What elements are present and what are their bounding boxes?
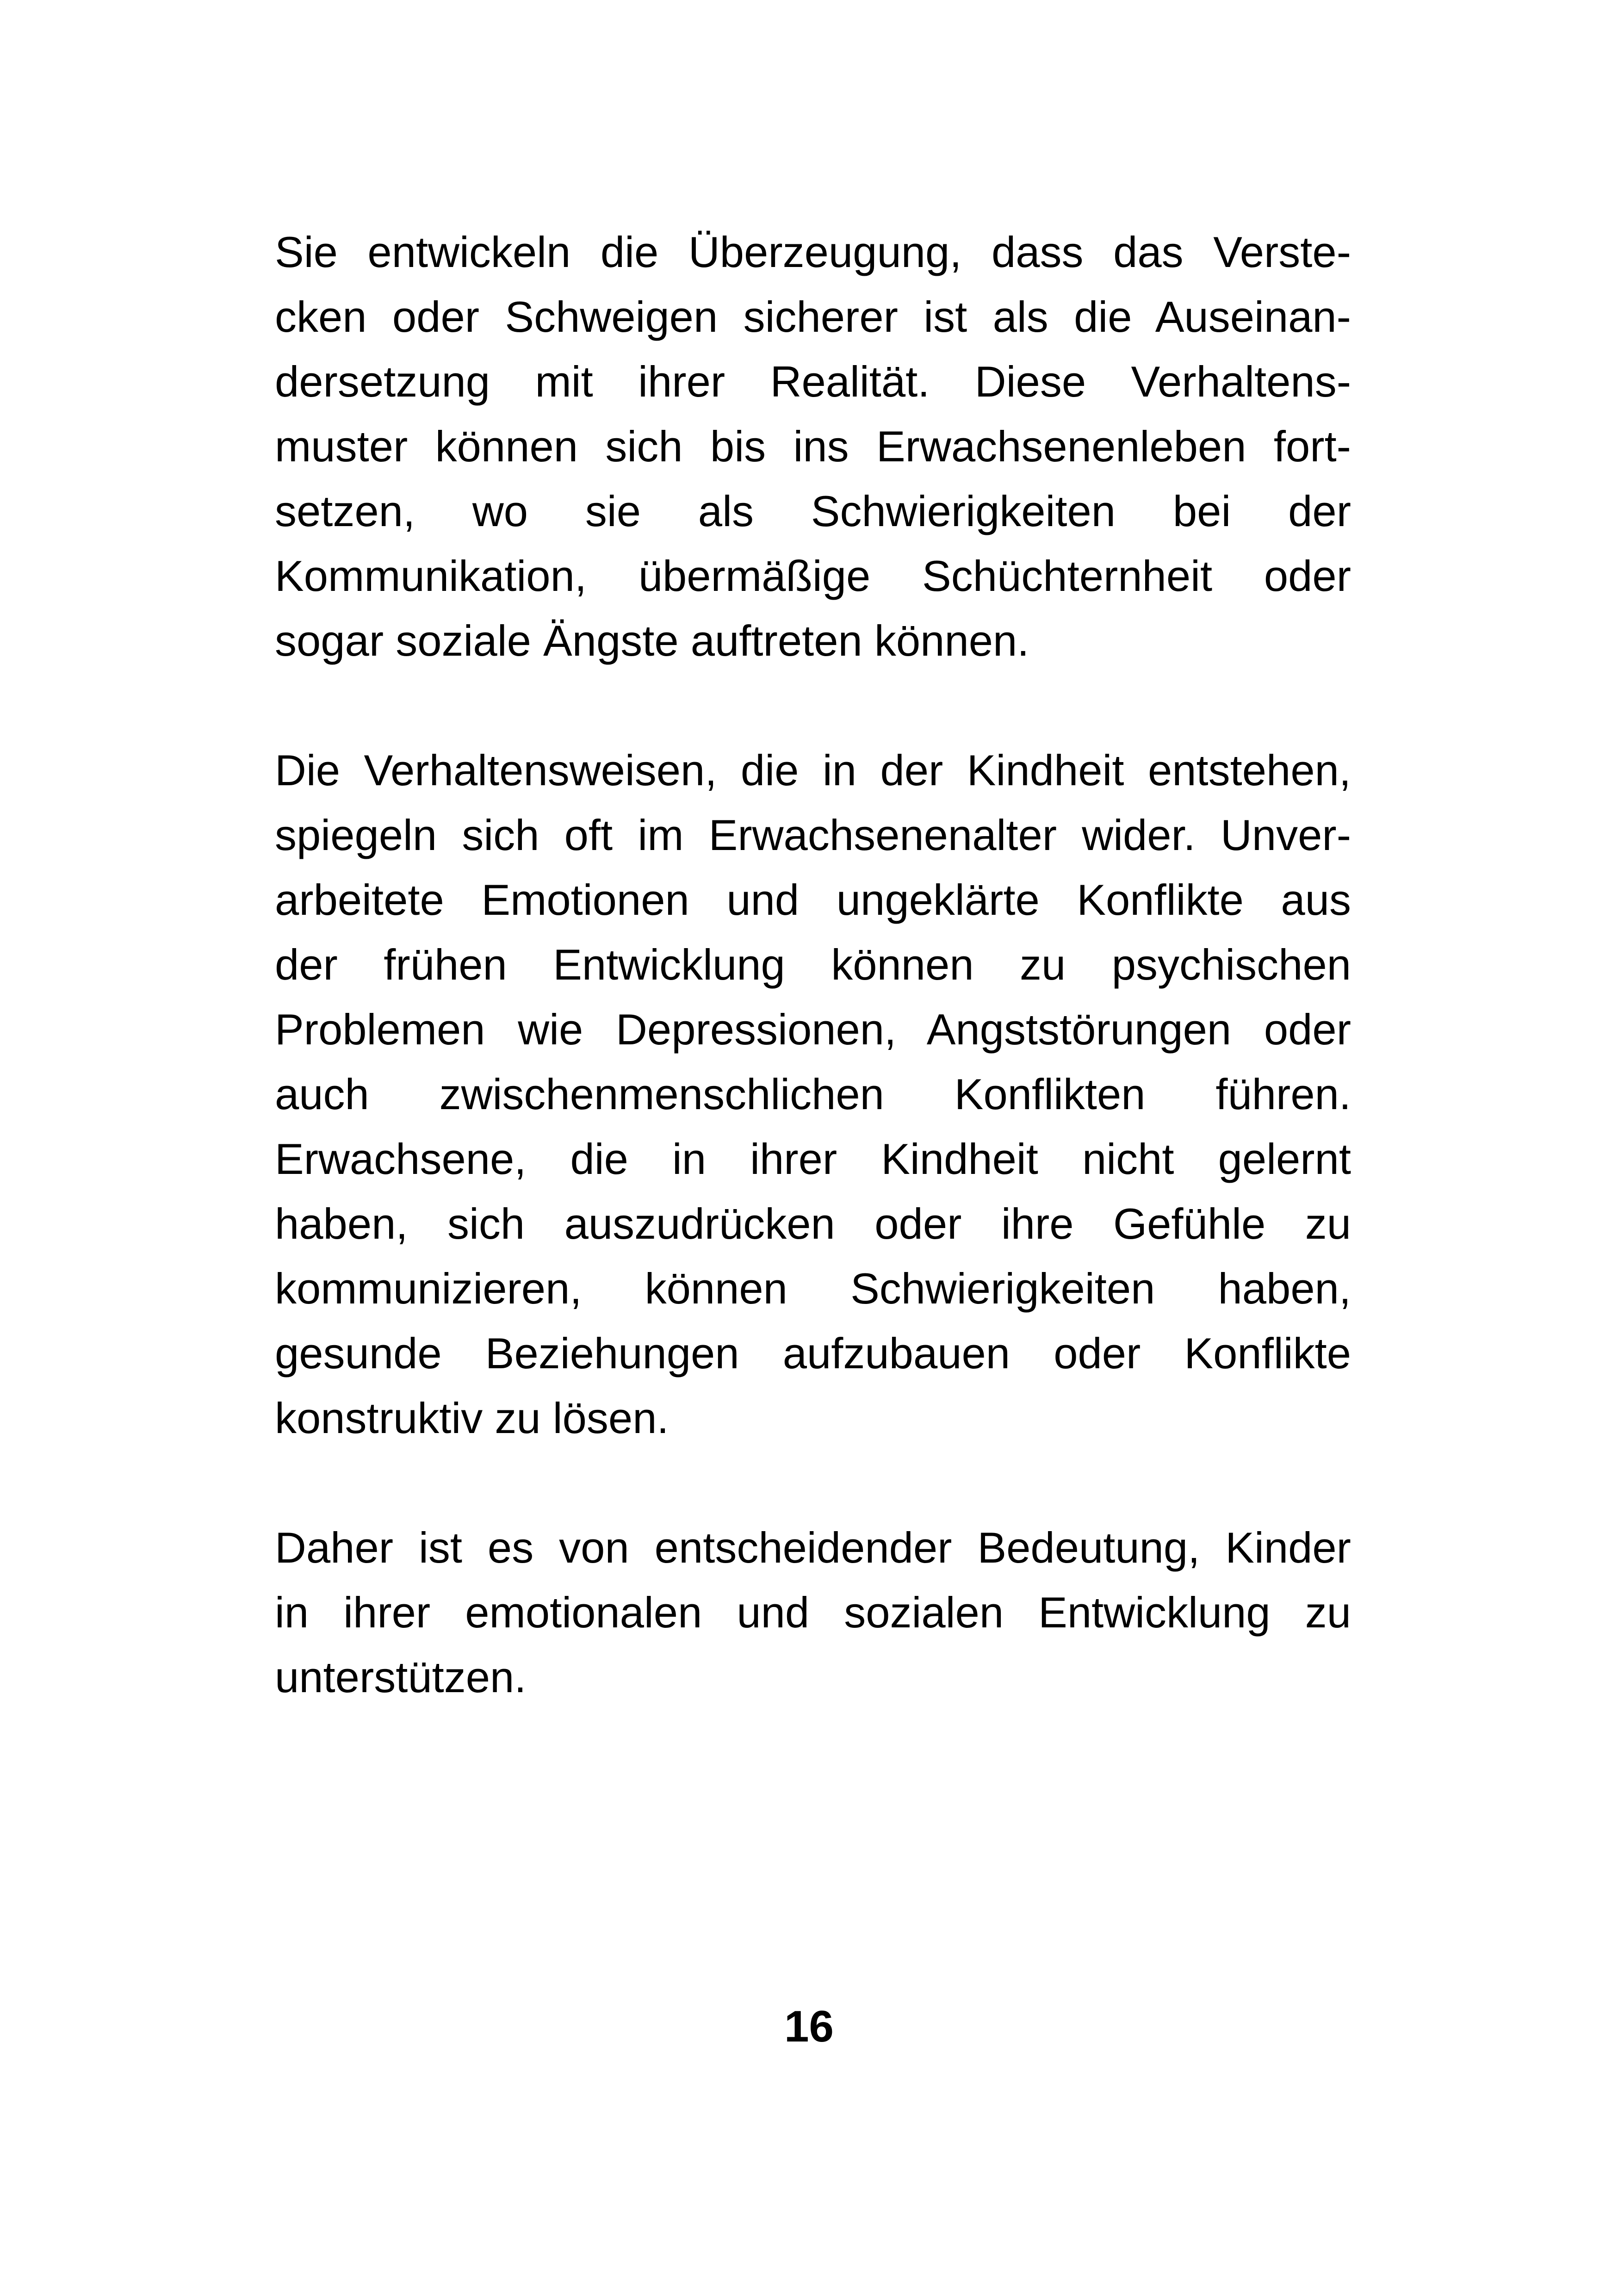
text-line: haben, sich auszudrücken oder ihre Gefühle zu	[275, 1199, 1351, 1248]
text-line: arbeitete Emotionen und ungeklärte Konflikte aus	[275, 875, 1351, 924]
text-line: setzen, wo sie als Schwierigkeiten bei der	[275, 487, 1351, 535]
text-line: in ihrer emotionalen und sozialen Entwicklung zu	[275, 1588, 1351, 1637]
text-line: kommunizieren, können Schwierigkeiten haben,	[275, 1264, 1351, 1313]
text-line: Problemen wie Depressionen, Angststörungen oder	[275, 1005, 1351, 1054]
paragraph-3	[275, 1515, 1351, 1710]
text-line: Daher ist es von entscheidender Bedeutung, Kinder	[275, 1523, 1351, 1572]
text-line: Sie entwickeln die Überzeugung, dass das Verste-	[275, 228, 1351, 276]
text-line: cken oder Schweigen sicherer ist als die Auseinan-	[275, 292, 1351, 341]
body-text	[275, 220, 1351, 1710]
text-line: spiegeln sich oft im Erwachsenenalter wider. Unver-	[275, 811, 1351, 859]
text-line: konstruktiv zu lösen.	[275, 1394, 669, 1442]
text-line: Kommunikation, übermäßige Schüchternheit oder	[275, 552, 1351, 600]
text-line: sogar soziale Ängste auftreten können.	[275, 616, 1029, 665]
text-line: unterstützen.	[275, 1653, 527, 1701]
text-line: auch zwischenmenschlichen Konflikten führen.	[275, 1070, 1351, 1118]
text-line: der frühen Entwicklung können zu psychischen	[275, 940, 1351, 989]
text-line: Erwachsene, die in ihrer Kindheit nicht gelernt	[275, 1135, 1351, 1183]
paragraph-1	[275, 220, 1351, 673]
text-line: gesunde Beziehungen aufzubauen oder Konflikte	[275, 1329, 1351, 1378]
paragraph-gap	[275, 1451, 1351, 1515]
text-line: dersetzung mit ihrer Realität. Diese Verhaltens-	[275, 357, 1351, 406]
paragraph-2	[275, 738, 1351, 1451]
paragraph-gap	[275, 673, 1351, 738]
text-line: Die Verhaltensweisen, die in der Kindheit entstehen,	[275, 746, 1351, 794]
text-line: muster können sich bis ins Erwachsenenleben fort-	[275, 422, 1351, 471]
page-number: 16	[784, 2002, 834, 2051]
